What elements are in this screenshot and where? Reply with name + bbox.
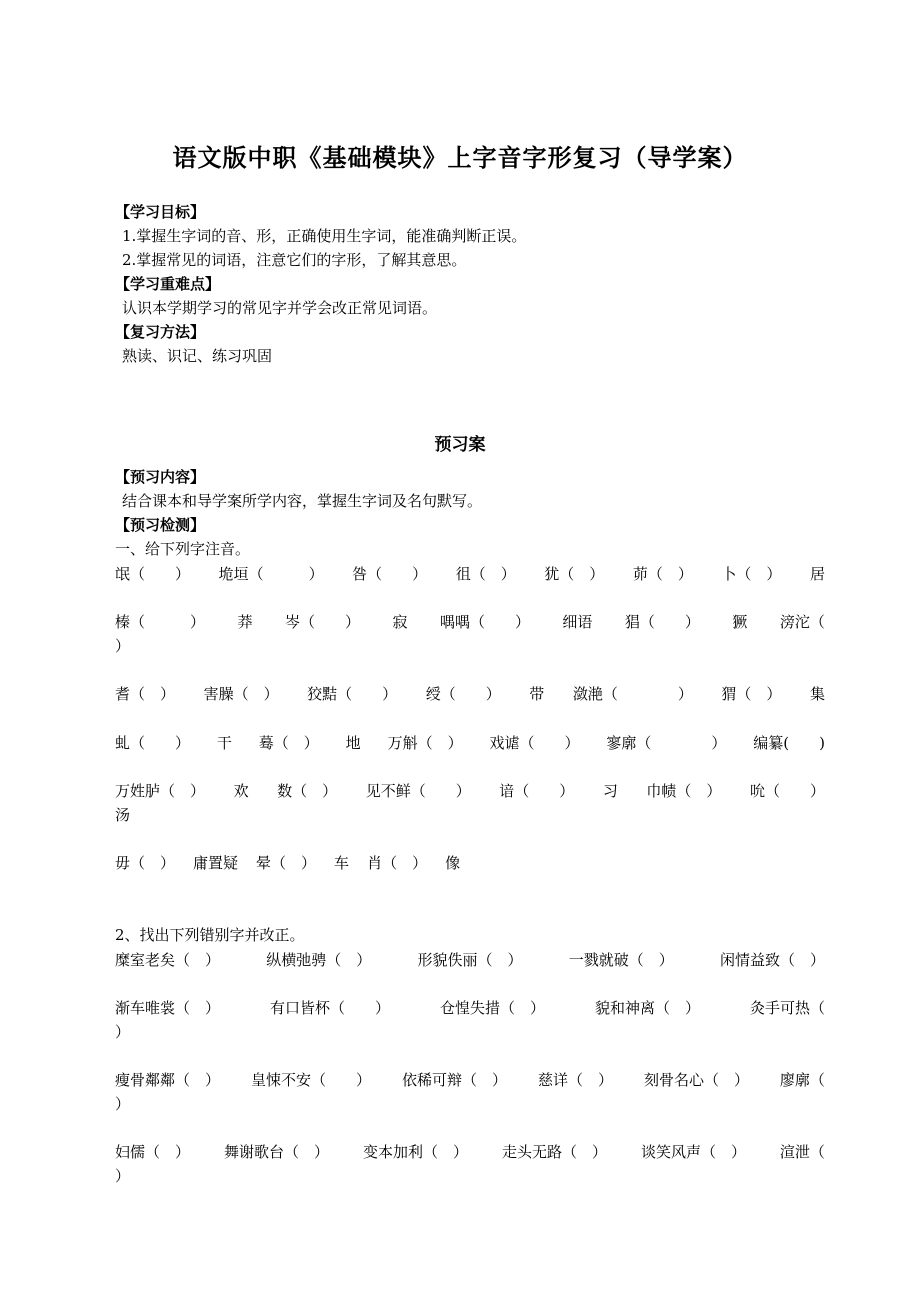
typo-item: 有口皆杯（ ） xyxy=(269,999,390,1017)
typo-item: 变本加利（ ） xyxy=(362,1143,468,1161)
pinyin-item: 见不鲜（ ） xyxy=(365,782,471,800)
goals-heading: 【学习目标】 xyxy=(115,203,206,221)
typo-question-row xyxy=(115,996,825,1044)
method-heading: 【复习方法】 xyxy=(115,323,206,341)
pinyin-item: 咎（ ） xyxy=(352,565,428,583)
pinyin-item: 榛（ ） xyxy=(115,613,206,631)
pinyin-item: 谙（ ） xyxy=(499,782,575,800)
typo-item: 灸手可热（ xyxy=(749,999,825,1017)
typo-item: 仓惶失措（ ） xyxy=(439,999,545,1017)
goal-item-2: 2.掌握常见的词语，注意它们的字形，了解其意思。 xyxy=(122,251,467,269)
typo-item: 貌和神离（ ） xyxy=(594,999,700,1017)
pinyin-item: 卜（ ） xyxy=(721,565,782,583)
method-text: 熟读、识记、练习巩固 xyxy=(122,347,273,365)
pinyin-item: 猬（ ） xyxy=(721,685,782,703)
pinyin-item: 莽 xyxy=(237,613,253,631)
pinyin-item: 垝垣（ ） xyxy=(218,565,324,583)
difficulty-text: 认识本学期学习的常见字并学会改正常见词语。 xyxy=(122,299,438,317)
typo-item: 形貌佚丽（ ） xyxy=(417,951,523,969)
pinyin-item: 岑（ ） xyxy=(284,613,360,631)
pinyin-item: 带 xyxy=(529,685,545,703)
preview-test-heading: 【预习检测】 xyxy=(115,516,206,534)
typo-item: 渐车唯裳（ ） xyxy=(115,999,221,1017)
pinyin-item: 犹（ ） xyxy=(544,565,605,583)
pinyin-item: 集 xyxy=(809,685,825,703)
typo-item: 皇悚不安（ ） xyxy=(250,1071,371,1089)
row-continuation: ） xyxy=(115,1167,131,1185)
typo-item: 舞谢歌台（ ） xyxy=(223,1143,329,1161)
preview-title: 预习案 xyxy=(434,435,486,455)
pinyin-item: 晕（ ） xyxy=(256,854,317,872)
typo-item: 纵横弛骋（ ） xyxy=(266,951,372,969)
typo-item: 谈笑风声（ ） xyxy=(640,1143,746,1161)
pinyin-item: 习 xyxy=(602,782,618,800)
typo-item: 瘦骨鄰鄰（ ） xyxy=(115,1071,221,1089)
section1-label: 一、给下列字注音。 xyxy=(115,540,251,558)
typo-item: 妇儒（ ） xyxy=(115,1143,191,1161)
row-continuation: 汤 xyxy=(115,806,131,824)
typo-item: 廖廓（ xyxy=(779,1071,825,1089)
pinyin-question-row xyxy=(115,851,825,875)
pinyin-item: 肖（ ） xyxy=(367,854,428,872)
typo-question-row xyxy=(115,948,825,972)
pinyin-item: 戏谑（ ） xyxy=(489,734,580,752)
pinyin-item: 虬（ ） xyxy=(115,734,191,752)
pinyin-item: 滂沱（ xyxy=(779,613,825,631)
pinyin-item: 蓦（ ） xyxy=(258,734,319,752)
typo-item: 慈详（ ） xyxy=(537,1071,613,1089)
pinyin-item: 车 xyxy=(334,854,350,872)
goal-item-1: 1.掌握生字词的音、形，正确使用生字词，能准确判断正误。 xyxy=(122,227,527,245)
pinyin-question-row xyxy=(115,682,825,706)
pinyin-item: 编纂( ) xyxy=(753,734,825,752)
pinyin-item: 狡黠（ ） xyxy=(307,685,398,703)
typo-item: 依稀可辩（ ） xyxy=(401,1071,507,1089)
pinyin-item: 猖（ ） xyxy=(624,613,700,631)
typo-item: 闲情益致（ ） xyxy=(719,951,825,969)
pinyin-item: 万姓胪（ ） xyxy=(115,782,206,800)
pinyin-question-row xyxy=(115,731,825,755)
pinyin-item: 绶（ ） xyxy=(425,685,501,703)
typo-item: 糜室老矣（ ） xyxy=(115,951,221,969)
pinyin-item: 害臊（ ） xyxy=(203,685,279,703)
pinyin-item: 耆（ ） xyxy=(115,685,176,703)
row-continuation: ） xyxy=(115,1023,131,1041)
pinyin-item: 獗 xyxy=(732,613,748,631)
preview-content-heading: 【预习内容】 xyxy=(115,468,206,486)
pinyin-item: 居 xyxy=(809,565,825,583)
pinyin-item: 徂（ ） xyxy=(455,565,516,583)
difficulty-heading: 【学习重难点】 xyxy=(115,275,221,293)
pinyin-item: 细语 xyxy=(562,613,593,631)
pinyin-item: 茆（ ） xyxy=(632,565,693,583)
preview-content-text: 结合课本和导学案所学内容，掌握生字词及名句默写。 xyxy=(122,492,483,510)
typo-item: 渲泄（ xyxy=(779,1143,825,1161)
pinyin-item: 喁喁（ ） xyxy=(439,613,530,631)
pinyin-item: 干 xyxy=(216,734,232,752)
pinyin-question-row xyxy=(115,610,825,658)
pinyin-question-row xyxy=(115,562,825,586)
pinyin-item: 吮（ ） xyxy=(749,782,825,800)
pinyin-item: 寥廓（ ） xyxy=(606,734,727,752)
pinyin-item: 万斛（ ） xyxy=(387,734,463,752)
pinyin-item: 庸置疑 xyxy=(193,854,239,872)
pinyin-item: 氓（ ） xyxy=(115,565,191,583)
pinyin-item: 地 xyxy=(345,734,361,752)
pinyin-item: 像 xyxy=(445,854,461,872)
typo-question-row xyxy=(115,1068,825,1116)
pinyin-item: 数（ ） xyxy=(277,782,338,800)
typo-question-row xyxy=(115,1140,825,1188)
pinyin-question-row xyxy=(115,779,825,827)
pinyin-item: 寂 xyxy=(392,613,408,631)
row-continuation: ） xyxy=(115,1095,131,1113)
section2-label: 2、找出下列错别字并改正。 xyxy=(115,926,305,944)
document-title: 语文版中职《基础模块》上字音字形复习（导学案） xyxy=(172,144,748,172)
pinyin-item: 巾帻（ ） xyxy=(646,782,722,800)
pinyin-item: 潋滟（ ） xyxy=(572,685,693,703)
pinyin-item: 欢 xyxy=(233,782,249,800)
row-continuation: ） xyxy=(115,637,131,655)
typo-item: 一戮就破（ ） xyxy=(568,951,674,969)
typo-item: 走头无路（ ） xyxy=(501,1143,607,1161)
pinyin-item: 毋（ ） xyxy=(115,854,176,872)
typo-item: 刻骨名心（ ） xyxy=(643,1071,749,1089)
